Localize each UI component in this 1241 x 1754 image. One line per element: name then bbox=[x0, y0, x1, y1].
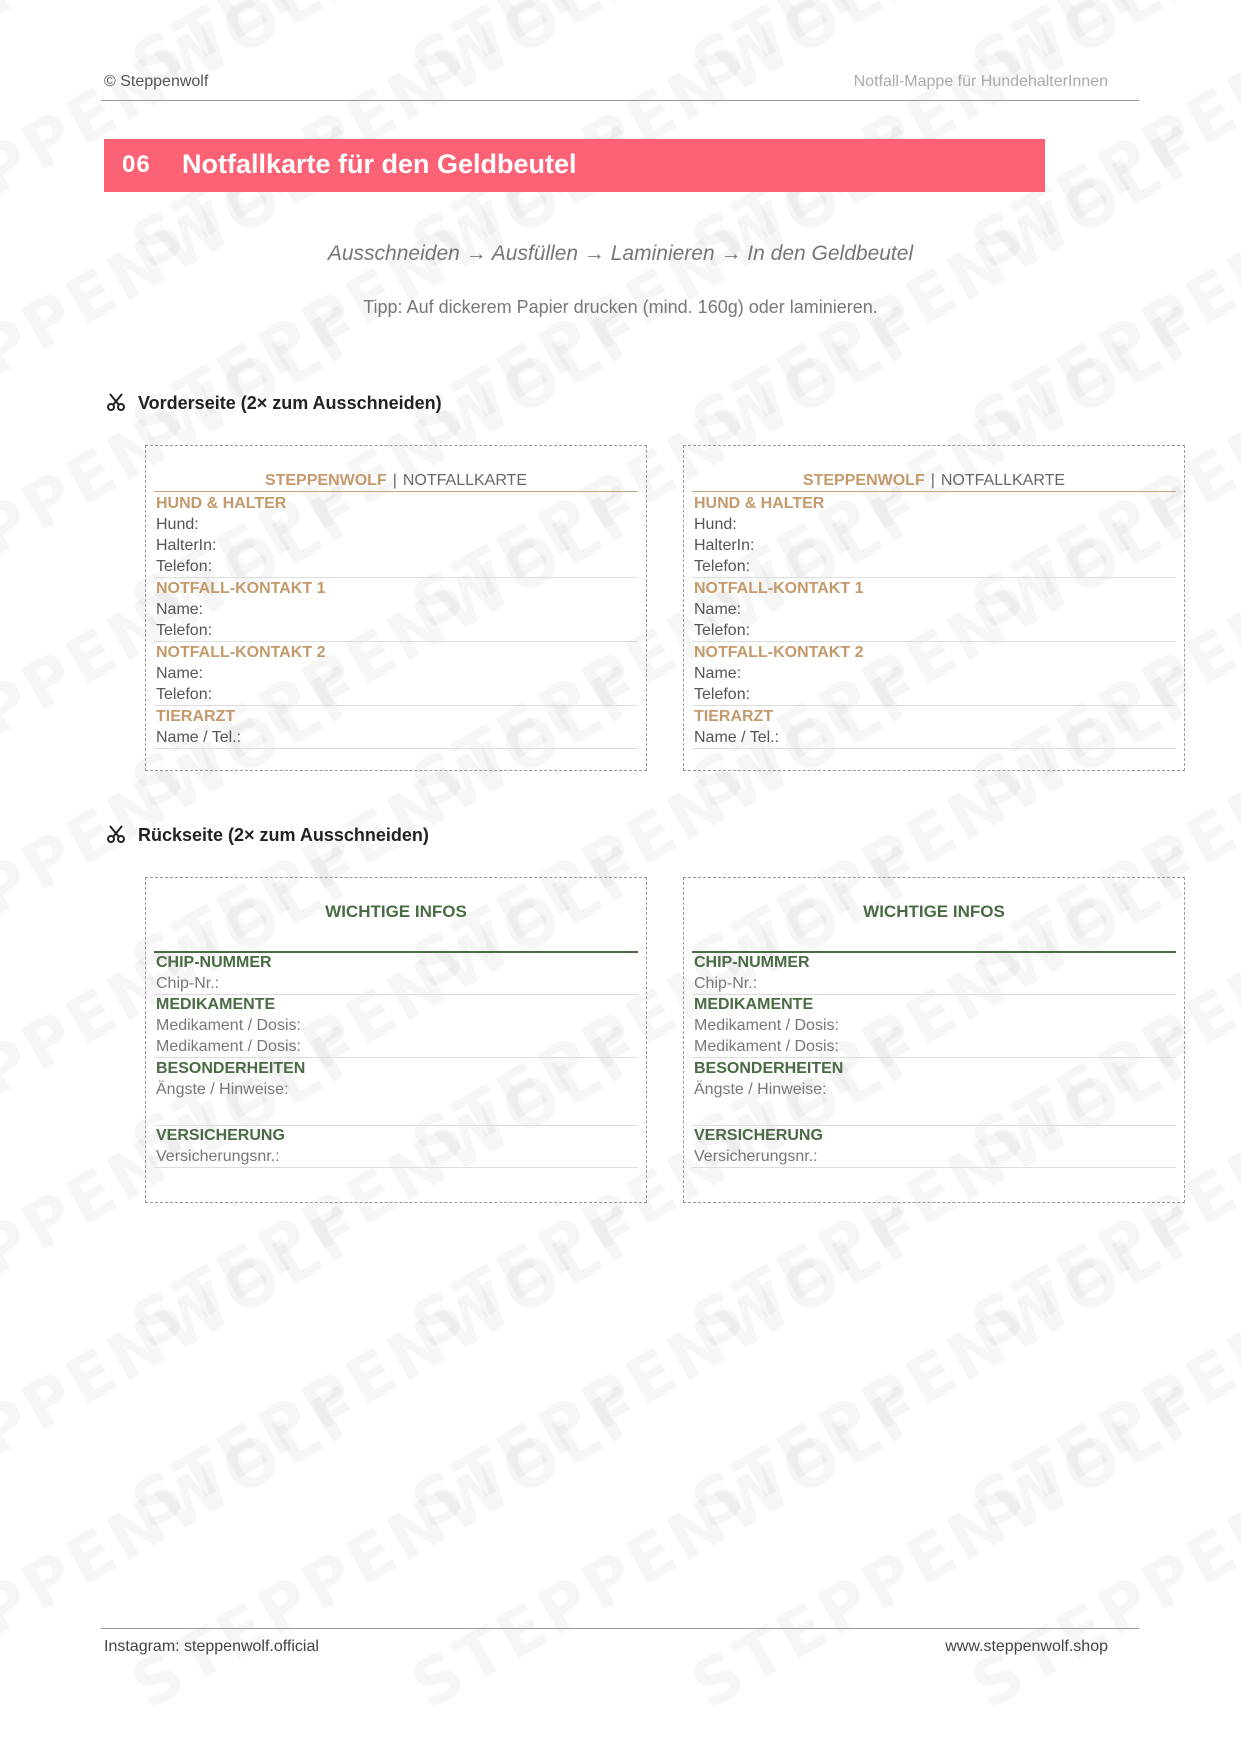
back-card-title: WICHTIGE INFOS bbox=[863, 902, 1005, 921]
header-doc-title: Notfall-Mappe für HundehalterInnen bbox=[853, 73, 1108, 90]
field-chip: Chip-Nr.: bbox=[692, 974, 1176, 995]
label-kontakt-2: NOTFALL-KONTAKT 2 bbox=[156, 644, 326, 661]
field-versicherung: Versicherungsnr.: bbox=[154, 1147, 638, 1168]
footer-instagram: Instagram: steppenwolf.official bbox=[104, 1638, 319, 1655]
label-medikamente: MEDIKAMENTE bbox=[694, 996, 814, 1013]
label-hund-halter: HUND & HALTER bbox=[156, 495, 287, 512]
card-title: NOTFALLKARTE bbox=[402, 472, 528, 489]
back-card-title: WICHTIGE INFOS bbox=[325, 902, 467, 921]
section-banner bbox=[104, 139, 1045, 192]
field-kontakt-1-telefon: Telefon: bbox=[154, 621, 638, 642]
front-card-1 bbox=[145, 445, 647, 771]
scissors-icon bbox=[106, 824, 126, 844]
field-versicherung: Versicherungsnr.: bbox=[692, 1147, 1176, 1168]
field-medikament-1: Medikament / Dosis: bbox=[694, 1017, 839, 1034]
label-versicherung: VERSICHERUNG bbox=[156, 1127, 285, 1144]
label-kontakt-2: NOTFALL-KONTAKT 2 bbox=[694, 644, 864, 661]
back-card-2 bbox=[683, 877, 1185, 1203]
back-section-title: Rückseite (2× zum Ausschneiden) bbox=[138, 825, 429, 845]
label-chip: CHIP-NUMMER bbox=[156, 954, 272, 971]
front-card-2 bbox=[683, 445, 1185, 771]
label-kontakt-1: NOTFALL-KONTAKT 1 bbox=[156, 580, 326, 597]
label-besonderheiten: BESONDERHEITEN bbox=[156, 1060, 306, 1077]
header-copyright: © Steppenwolf bbox=[104, 73, 209, 90]
field-kontakt-2-name: Name: bbox=[694, 665, 742, 682]
front-card-header bbox=[154, 472, 638, 492]
section-number: 06 bbox=[122, 151, 151, 178]
card-separator: | bbox=[930, 472, 935, 489]
field-besonderheiten: Ängste / Hinweise: bbox=[692, 1080, 1176, 1126]
field-medikament-2: Medikament / Dosis: bbox=[154, 1037, 638, 1058]
field-telefon: Telefon: bbox=[154, 557, 638, 578]
header-divider bbox=[101, 100, 1139, 101]
field-kontakt-2-telefon: Telefon: bbox=[692, 685, 1176, 706]
card-separator: | bbox=[392, 472, 397, 489]
back-section-heading bbox=[106, 824, 429, 846]
front-section-title: Vorderseite (2× zum Ausschneiden) bbox=[138, 393, 442, 413]
instruction-steps: Ausschneiden → Ausfüllen → Laminieren → In den Geldbeutel bbox=[327, 242, 914, 265]
section-title: Notfallkarte für den Geldbeutel bbox=[182, 149, 577, 179]
footer-website: www.steppenwolf.shop bbox=[945, 1638, 1108, 1655]
label-tierarzt: TIERARZT bbox=[694, 708, 774, 725]
field-halter: HalterIn: bbox=[156, 537, 217, 554]
field-kontakt-1-telefon: Telefon: bbox=[692, 621, 1176, 642]
front-card-header bbox=[692, 472, 1176, 492]
instruction-tip: Tipp: Auf dickerem Papier drucken (mind. 160g) oder laminieren. bbox=[363, 297, 878, 317]
field-medikament-2: Medikament / Dosis: bbox=[692, 1037, 1176, 1058]
field-tierarzt: Name / Tel.: bbox=[692, 728, 1176, 749]
scissors-icon bbox=[106, 392, 126, 412]
card-brand: STEPPENWOLF bbox=[802, 472, 925, 489]
field-kontakt-1-name: Name: bbox=[156, 601, 204, 618]
back-card-1 bbox=[145, 877, 647, 1203]
field-medikament-1: Medikament / Dosis: bbox=[156, 1017, 301, 1034]
field-kontakt-2-telefon: Telefon: bbox=[154, 685, 638, 706]
label-besonderheiten: BESONDERHEITEN bbox=[694, 1060, 844, 1077]
label-versicherung: VERSICHERUNG bbox=[694, 1127, 823, 1144]
card-brand: STEPPENWOLF bbox=[264, 472, 387, 489]
field-besonderheiten: Ängste / Hinweise: bbox=[154, 1080, 638, 1126]
label-medikamente: MEDIKAMENTE bbox=[156, 996, 276, 1013]
field-kontakt-2-name: Name: bbox=[156, 665, 204, 682]
label-kontakt-1: NOTFALL-KONTAKT 1 bbox=[694, 580, 864, 597]
front-section-heading bbox=[106, 392, 442, 414]
field-chip: Chip-Nr.: bbox=[154, 974, 638, 995]
field-tierarzt: Name / Tel.: bbox=[154, 728, 638, 749]
field-hund: Hund: bbox=[694, 516, 737, 533]
field-kontakt-1-name: Name: bbox=[694, 601, 742, 618]
label-hund-halter: HUND & HALTER bbox=[694, 495, 825, 512]
label-chip: CHIP-NUMMER bbox=[694, 954, 810, 971]
card-title: NOTFALLKARTE bbox=[940, 472, 1066, 489]
field-telefon: Telefon: bbox=[692, 557, 1176, 578]
footer-divider bbox=[101, 1628, 1139, 1629]
field-halter: HalterIn: bbox=[694, 537, 755, 554]
field-hund: Hund: bbox=[156, 516, 199, 533]
label-tierarzt: TIERARZT bbox=[156, 708, 236, 725]
